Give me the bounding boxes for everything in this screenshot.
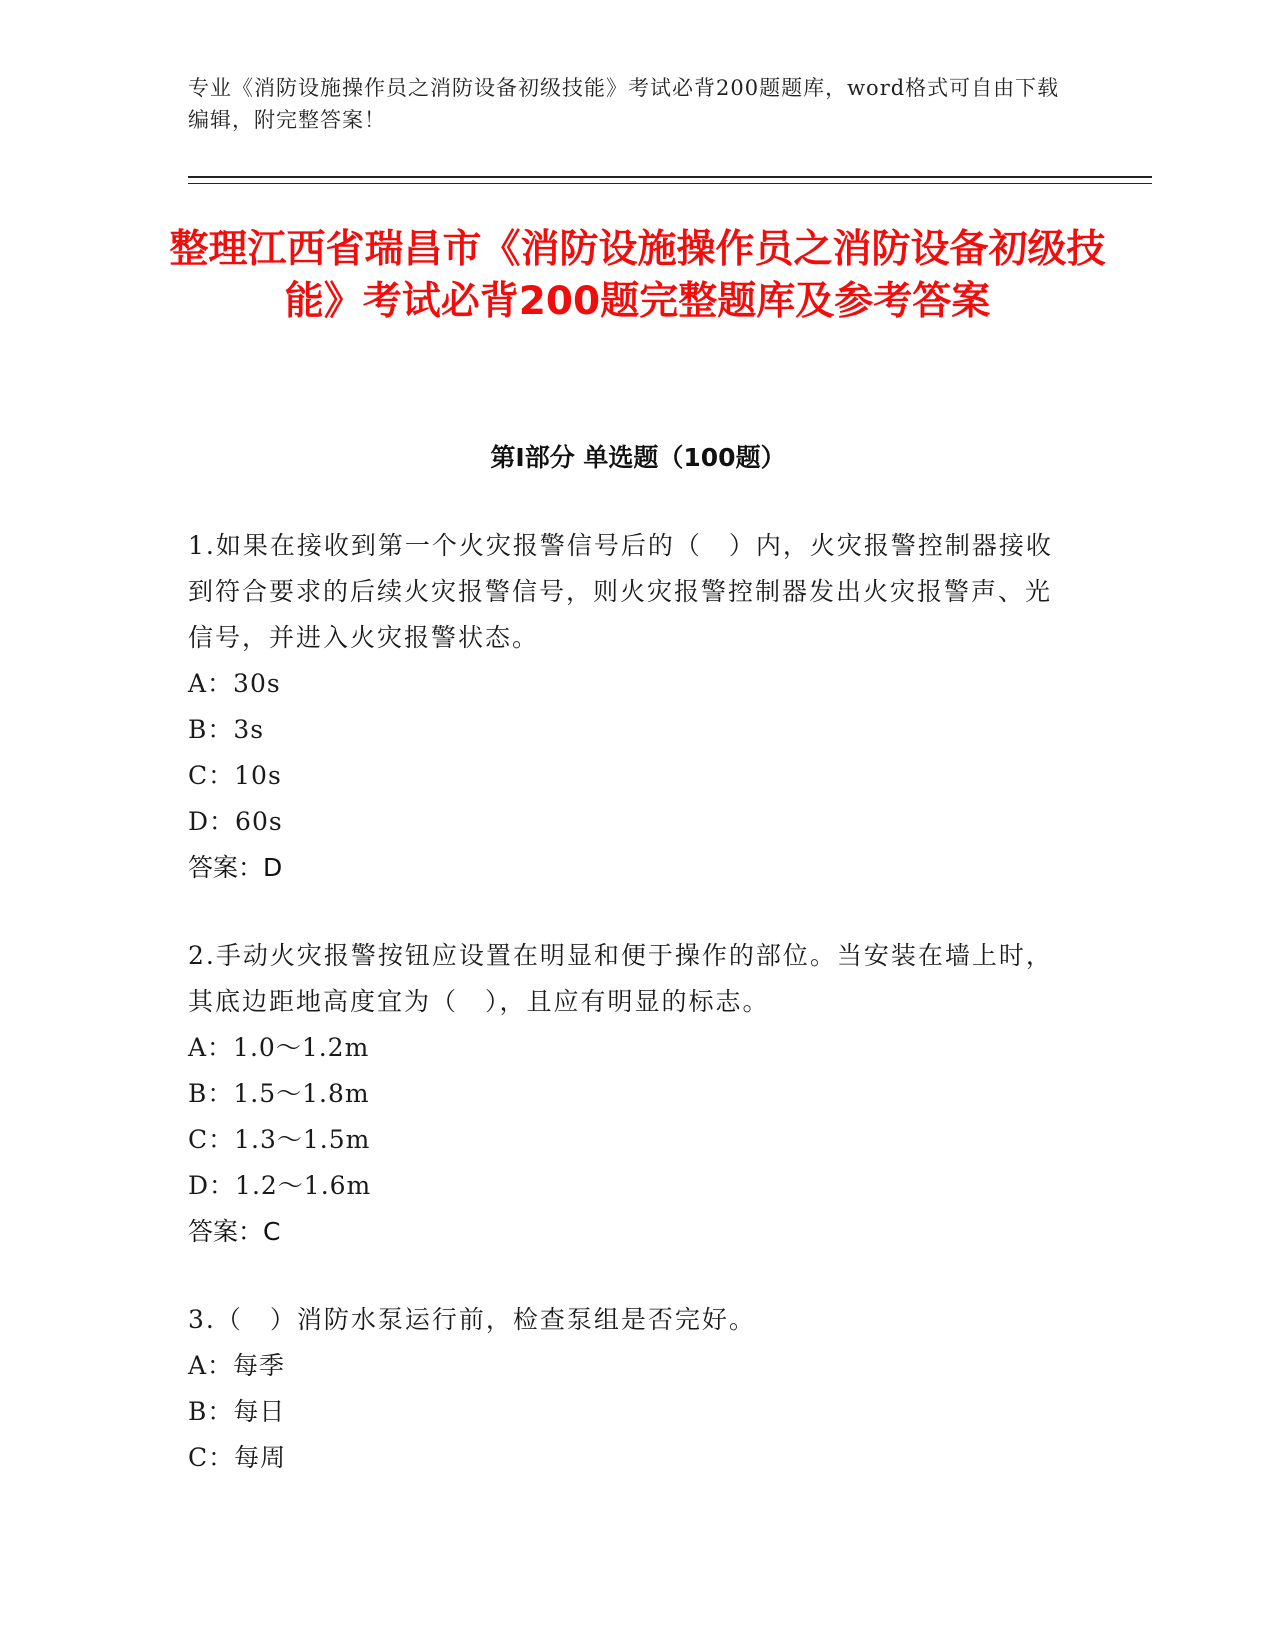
answer: 答案：D	[188, 853, 283, 882]
question-2	[188, 933, 1068, 1255]
option-b: B：每日	[188, 1397, 286, 1426]
option-b: B：1.5～1.8m	[188, 1079, 370, 1108]
question-3	[188, 1297, 1068, 1481]
option-a: A：30s	[188, 669, 281, 698]
header-divider	[188, 176, 1152, 178]
option-c: C：1.3～1.5m	[188, 1125, 371, 1154]
question-stem: 1.如果在接收到第一个火灾报警信号后的（ ）内，火灾报警控制器接收到符合要求的后续火灾报警信号，则火灾报警控制器发出火灾报警声、光信号，并进入火灾报警状态。	[188, 531, 1053, 652]
document-title: 整理江西省瑞昌市《消防设施操作员之消防设备初级技能》考试必背200题完整题库及参考答案	[169, 227, 1106, 324]
option-c: C：10s	[188, 761, 282, 790]
header-divider-thin	[188, 183, 1152, 184]
option-a: A：1.0～1.2m	[188, 1033, 370, 1062]
option-a: A：每季	[188, 1351, 286, 1380]
question-list	[188, 523, 1068, 1523]
header-note: 专业《消防设施操作员之消防设备初级技能》考试必背200题题库，word格式可自由下载编辑，附完整答案！	[188, 76, 1060, 132]
question-stem: 2.手动火灾报警按钮应设置在明显和便于操作的部位。当安装在墙上时，其底边距地高度宜为（ ），且应有明显的标志。	[188, 941, 1053, 1016]
answer: 答案：C	[188, 1217, 281, 1246]
option-d: D：60s	[188, 807, 283, 836]
option-b: B：3s	[188, 715, 265, 744]
question-stem: 3.（ ）消防水泵运行前，检查泵组是否完好。	[188, 1305, 756, 1334]
option-c: C：每周	[188, 1443, 287, 1472]
question-1	[188, 523, 1068, 891]
option-d: D：1.2～1.6m	[188, 1171, 372, 1200]
section-title: 第Ⅰ部分 单选题（100题）	[490, 443, 786, 472]
